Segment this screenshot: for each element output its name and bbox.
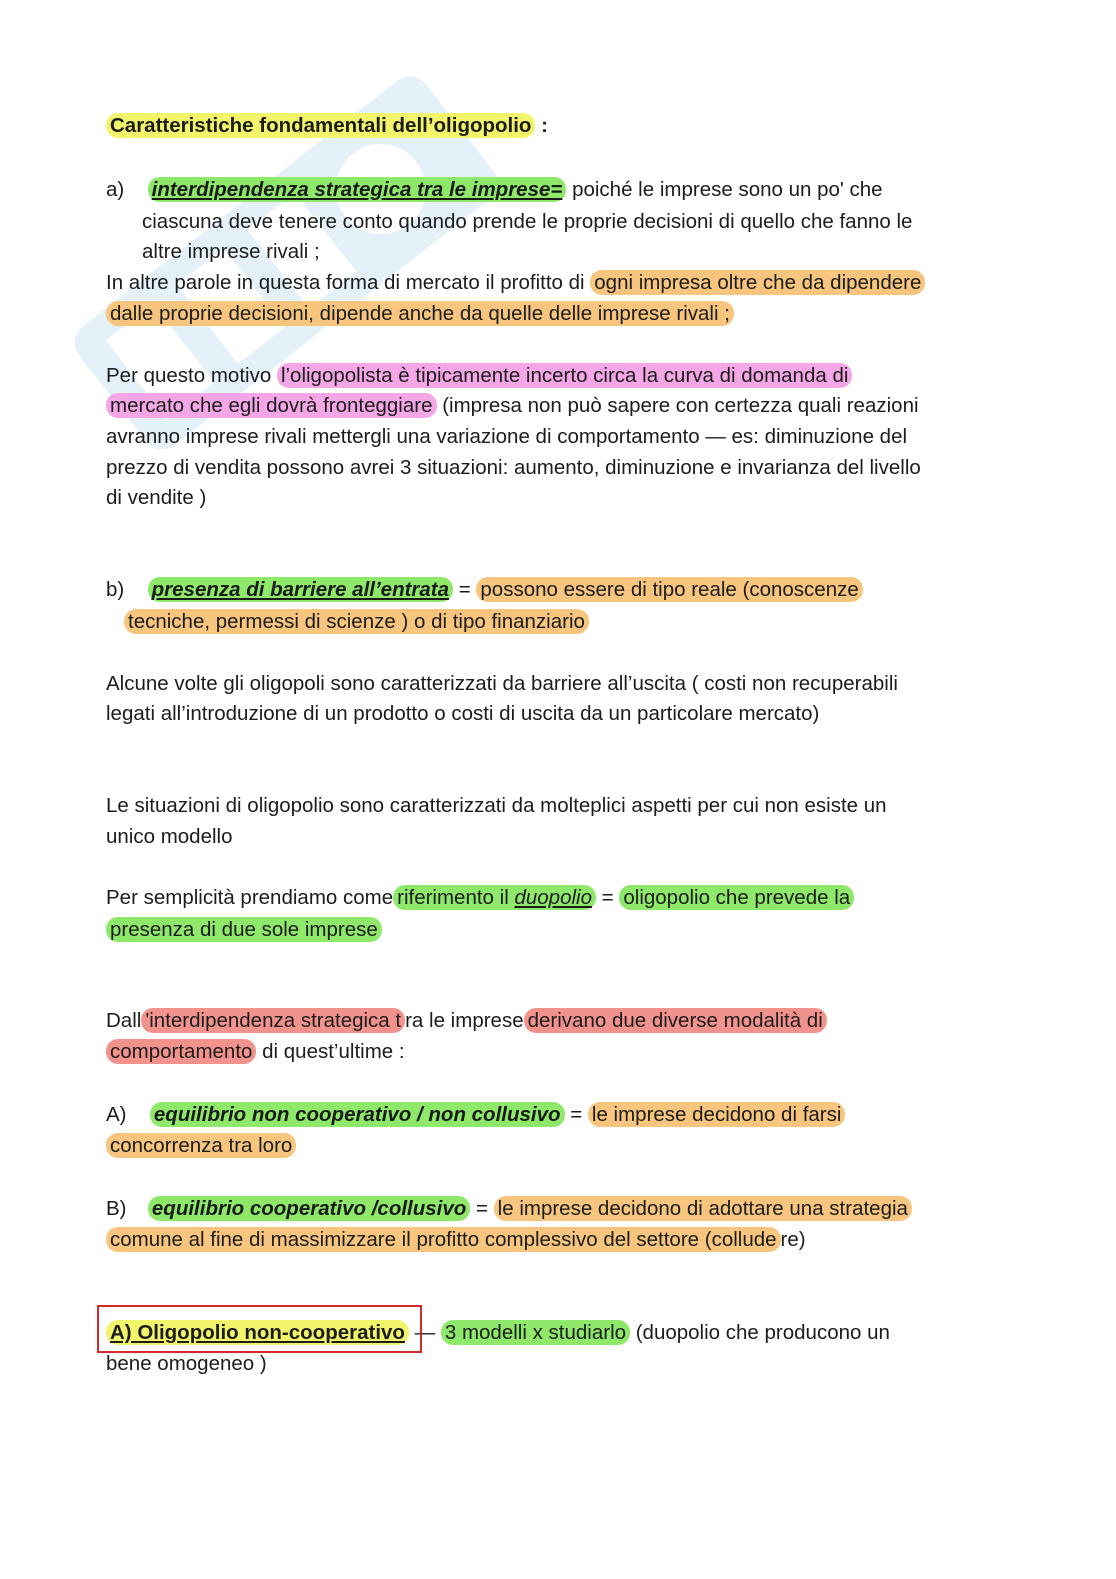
final-line2: bene omogeneo ) <box>106 1352 267 1375</box>
profitto-highlight-2: dalle proprie decisioni, dipende anche da quelle delle imprese rivali ; <box>106 301 734 326</box>
final-plain: (duopolio che producono un <box>630 1321 890 1344</box>
heading-colon: : <box>541 114 548 137</box>
profitto-line1 <box>106 271 925 295</box>
duopolio-highlight-b: oligopolio che prevede la <box>619 885 854 910</box>
duopolio-plain: Per semplicità prendiamo come <box>106 886 394 909</box>
profitto-line2 <box>106 302 734 326</box>
duopolio-highlight-2: presenza di due sole imprese <box>106 917 382 942</box>
uscita-line1: Alcune volte gli oligopoli sono caratterizzati da barriere all’uscita ( costi non recuperabili <box>106 672 898 695</box>
interdip-plain-a: Dall <box>106 1009 142 1032</box>
motivo-line5: di vendite ) <box>106 486 207 509</box>
profitto-plain: In altre parole in questa forma di mercato il profitto di <box>106 271 585 294</box>
eq-a-highlight-2: concorrenza tra loro <box>106 1133 296 1158</box>
eq-b-highlight-1: le imprese decidono di adottare una strategia <box>494 1196 912 1221</box>
section-b-line2 <box>124 610 589 634</box>
section-a-line2: ciascuna deve tenere conto quando prende le proprie decisioni di quello che fanno le <box>142 210 913 233</box>
interdip-line1 <box>106 1009 827 1033</box>
title-red-box <box>97 1305 422 1353</box>
eq-b-line2-rest: re) <box>780 1228 806 1251</box>
section-b-term: presenza di barriere all’entrata <box>148 577 453 602</box>
duopolio-riferimento: riferimento il <box>397 886 515 909</box>
section-b-line1 <box>106 578 863 602</box>
motivo-plain: Per questo motivo <box>106 364 272 387</box>
interdip-plain-b: ra le imprese <box>405 1009 524 1032</box>
final-dash: — <box>408 1321 441 1344</box>
motivo-line2 <box>106 394 919 418</box>
modello-line1: Le situazioni di oligopolio sono caratterizzati da molteplici aspetti per cui non esiste un <box>106 794 887 817</box>
eq-b-highlight-2: comune al fine di massimizzare il profitto complessivo del settore (collude <box>106 1227 781 1252</box>
motivo-highlight-1: l’oligopolista è tipicamente incerto circa la curva di domanda di <box>277 363 852 388</box>
section-a-marker: a) <box>106 178 125 201</box>
duopolio-line1 <box>106 886 854 910</box>
section-b-highlight-2: tecniche, permessi di scienze ) o di tipo finanziario <box>124 609 589 634</box>
modello-line2: unico modello <box>106 825 233 848</box>
heading-title: Caratteristiche fondamentali dell’oligopolio <box>106 113 535 138</box>
eq-b-equals: = <box>470 1197 494 1220</box>
eq-a-highlight-1: le imprese decidono di farsi <box>588 1102 846 1127</box>
section-a-line1-rest: poiché le imprese sono un po' che <box>572 178 883 201</box>
section-a-line3: altre imprese rivali ; <box>142 240 320 263</box>
eq-a-line2 <box>106 1134 296 1158</box>
final-highlight: 3 modelli x studiarlo <box>441 1320 630 1345</box>
section-a-line1 <box>106 178 883 202</box>
final-title: A) Oligopolio non-cooperativo <box>106 1320 409 1345</box>
eq-a-marker: A) <box>106 1103 127 1126</box>
motivo-line2-rest: (impresa non può sapere con certezza quali reazioni <box>436 394 919 417</box>
interdip-line2-rest: di quest’ultime : <box>256 1040 405 1063</box>
section-b-marker: b) <box>106 578 125 601</box>
eq-a-equals: = <box>564 1103 588 1126</box>
section-b-highlight-1: possono essere di tipo reale (conoscenze <box>476 577 862 602</box>
interdip-highlight-a: 'interdipendenza strategica t <box>141 1008 405 1033</box>
heading-line <box>106 114 548 138</box>
duopolio-highlight-a <box>393 885 596 910</box>
duopolio-term: duopolio <box>514 886 592 909</box>
eq-b-term: equilibrio cooperativo /collusivo <box>148 1196 470 1221</box>
duopolio-line2 <box>106 918 382 942</box>
motivo-line1 <box>106 364 852 388</box>
motivo-highlight-2: mercato che egli dovrà fronteggiare <box>106 393 437 418</box>
motivo-line4: prezzo di vendita possono avrei 3 situazioni: aumento, diminuzione e invarianza del livello <box>106 456 921 479</box>
uscita-line2: legati all’introduzione di un prodotto o costi di uscita da un particolare mercato) <box>106 702 820 725</box>
eq-b-marker: B) <box>106 1197 127 1220</box>
eq-a-term: equilibrio non cooperativo / non collusivo <box>150 1102 565 1127</box>
section-b-equals: = <box>453 578 477 601</box>
motivo-line3: avranno imprese rivali mettergli una variazione di comportamento — es: diminuzione del <box>106 425 908 448</box>
interdip-line2 <box>106 1040 405 1064</box>
interdip-highlight-2: comportamento <box>106 1039 256 1064</box>
interdip-highlight-b: derivano due diverse modalità di <box>524 1008 827 1033</box>
eq-b-line1 <box>106 1197 912 1221</box>
section-a-term: interdipendenza strategica tra le imprese= <box>148 177 567 202</box>
eq-b-line2 <box>106 1228 806 1252</box>
profitto-highlight-1: ogni impresa oltre che da dipendere <box>590 270 925 295</box>
eq-a-line1 <box>106 1103 845 1127</box>
duopolio-equals: = <box>595 886 620 909</box>
